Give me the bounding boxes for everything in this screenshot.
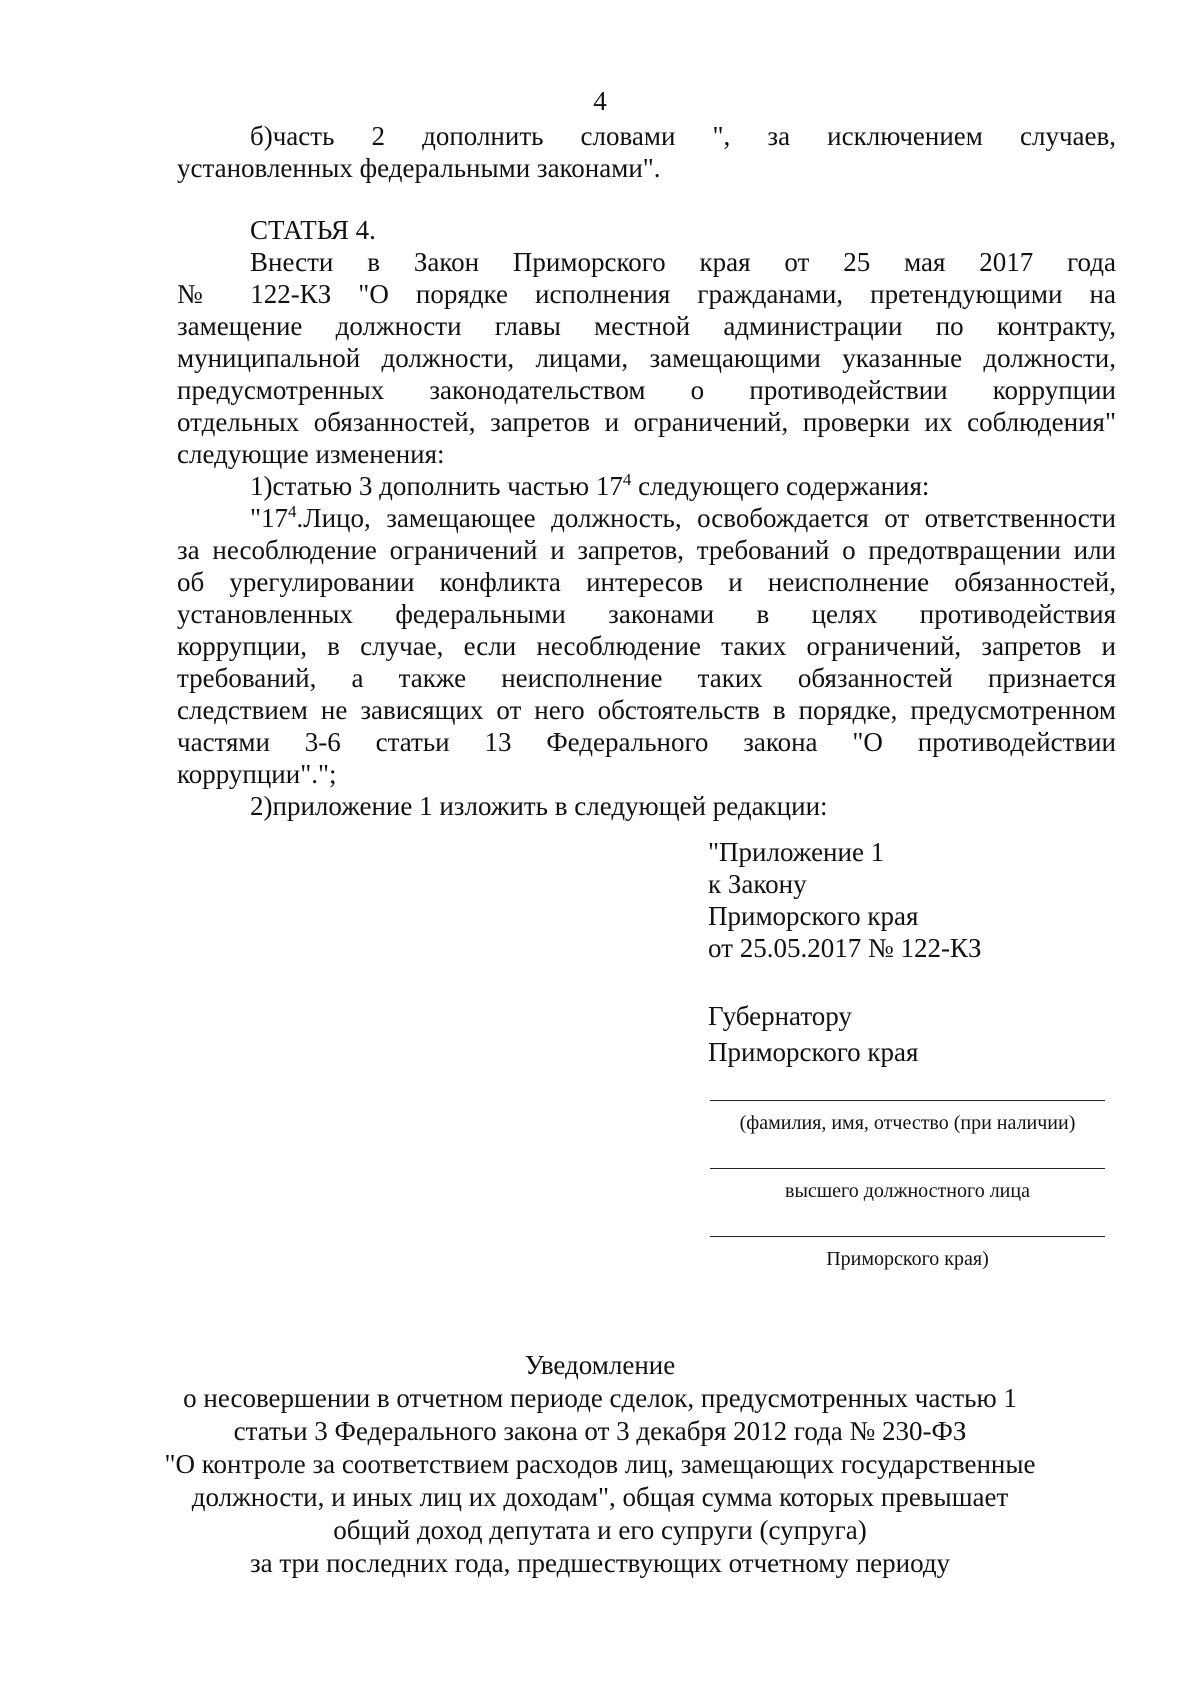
intro-line: муниципальной должности, лицами, замещающими указанные должности, <box>177 343 1116 373</box>
page-number: 4 <box>593 86 607 116</box>
quote-line: следствием не зависящих от него обстоятельств в порядке, предусмотренном <box>177 695 1116 725</box>
notice-line: должности, и иных лиц их доходам", общая сумма которых превышает <box>191 1482 1009 1512</box>
intro-line: отдельных обязанностей, запретов и ограничений, проверки их соблюдения" <box>177 407 1116 437</box>
paragraph-b-line-1: б)часть 2 дополнить словами ", за исключением случаев, <box>250 121 1116 151</box>
intro-line: № 122-КЗ "О порядке исполнения гражданами, претендующими на <box>177 279 1116 309</box>
intro-line: Внести в Закон Приморского края от 25 мая 2017 года <box>250 247 1116 277</box>
notice-line: за три последних года, предшествующих отчетному периоду <box>249 1548 951 1578</box>
signature-field-name <box>710 1100 1105 1135</box>
quote-line: коррупции, в случае, если несоблюдение таких ограничений, запретов и <box>177 631 1116 661</box>
notice-line: общий доход депутата и его супруги (супруга) <box>333 1515 867 1545</box>
appendix-line: "Приложение 1 <box>708 837 885 867</box>
quote-number: "17 <box>250 503 289 533</box>
quote-line: установленных федеральными законами в целях противодействия <box>177 599 1116 629</box>
item-1 <box>177 470 1116 502</box>
signature-caption: Приморского края) <box>826 1248 989 1270</box>
quote-first-line <box>177 502 1116 534</box>
blank-line <box>710 1236 1105 1237</box>
article-heading: СТАТЬЯ 4. <box>250 215 376 245</box>
quote-last-line: коррупции"."; <box>177 759 337 789</box>
appendix-line: от 25.05.2017 № 122-КЗ <box>708 933 982 963</box>
document-body <box>177 120 1116 822</box>
signature-caption: (фамилия, имя, отчество (при наличии) <box>739 1112 1076 1134</box>
appendix-line: к Закону <box>708 869 807 899</box>
signature-field-region <box>710 1236 1105 1271</box>
appendix-reference <box>708 836 981 964</box>
paragraph-b-line-2: установленных федеральными законами". <box>177 153 661 183</box>
item-1-superscript: 4 <box>622 470 632 489</box>
quote-line: об урегулировании конфликта интересов и неисполнение обязанностей, <box>177 567 1116 597</box>
item-1-text-rest: следующего содержания: <box>631 471 930 501</box>
quote-line: за несоблюдение ограничений и запретов, требований о предотвращении или <box>177 535 1116 565</box>
quote-line: требований, а также неисполнение таких обязанностей признается <box>177 663 1116 693</box>
blank-line <box>710 1100 1105 1101</box>
quote-first-line-text: .Лицо, замещающее должность, освобождается от ответственности <box>296 503 1116 533</box>
notice-heading <box>100 1349 1100 1580</box>
signature-caption: высшего должностного лица <box>785 1180 1030 1202</box>
addressee-line: Губернатору <box>708 1001 852 1031</box>
intro-line: следующие изменения: <box>177 439 445 469</box>
intro-line: замещение должности главы местной администрации по контракту, <box>177 311 1116 341</box>
notice-line: "О контроле за соответствием расходов лиц, замещающих государственные <box>164 1449 1036 1479</box>
signature-field-title <box>710 1168 1105 1203</box>
appendix-line: Приморского края <box>708 901 919 931</box>
blank-line <box>710 1168 1105 1169</box>
item-2: 2)приложение 1 изложить в следующей редакции: <box>250 791 828 821</box>
notice-line: о несовершении в отчетном периоде сделок, предусмотренных частью 1 <box>183 1383 1017 1413</box>
quote-superscript: 4 <box>288 502 297 521</box>
intro-line: предусмотренных законодательством о противодействии коррупции <box>177 375 1116 405</box>
notice-line: статьи 3 Федерального закона от 3 декабря 2012 года № 230-ФЗ <box>233 1416 967 1446</box>
addressee-block <box>708 998 918 1070</box>
addressee-line: Приморского края <box>708 1037 919 1067</box>
notice-title: Уведомление <box>524 1350 676 1380</box>
item-1-text: 1)статью 3 дополнить частью 17 <box>250 471 623 501</box>
quote-line: частями 3-6 статьи 13 Федерального закона "О противодействии <box>177 727 1116 757</box>
